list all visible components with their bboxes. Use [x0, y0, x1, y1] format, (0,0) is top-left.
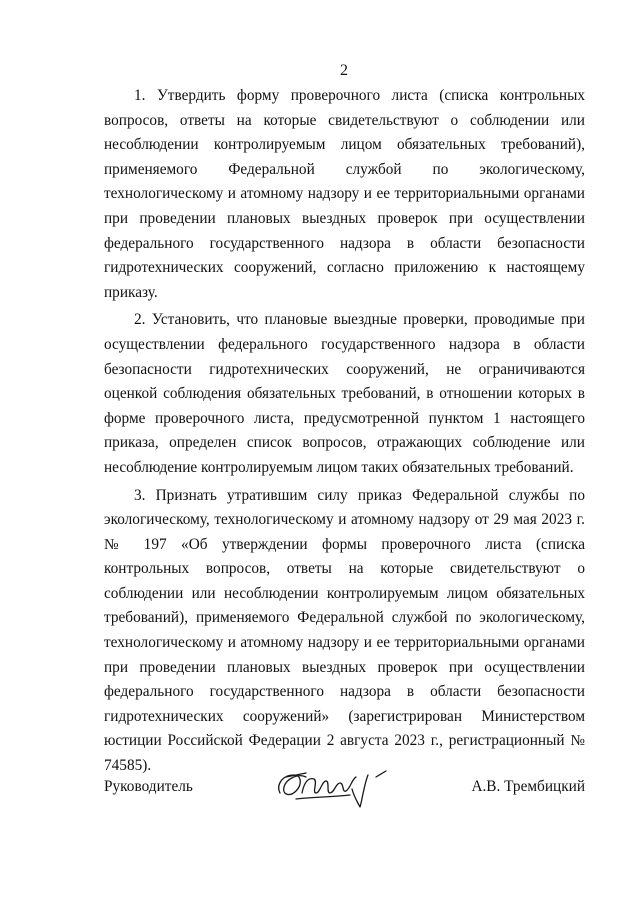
signatory-title: Руководитель [104, 778, 193, 795]
paragraph-2: 2. Установить, что плановые выездные проверки, проводимые при осуществлении федерального государственного надзора в области безопасности гидротехнических сооружений, не ограничиваются оценкой соблюдения обязательных требований, в отношении которых в форме проверочного листа, предусмотренной пунктом 1 настоящего приказа, определен список вопросов, отражающих соблюдение или несоблюдение контролируемым лицом таких обязательных требований. [104, 311, 585, 476]
paragraph-1: 1. Утвердить форму проверочного листа (списка контрольных вопросов, ответы на которые свидетельствуют о соблюдении или несоблюдении контролируемым лицом обязательных требований), применяемого Федеральной службой по экологическому, технологическому и атомному надзору и ее территориальными органами при проведении плановых выездных проверок при осуществлении федерального государственного надзора в области безопасности гидротехнических сооружений, согласно приложению к настоящему приказу. [104, 87, 585, 301]
signatory-name: А.В. Трембицкий [471, 778, 585, 795]
paragraph-3: 3. Признать утратившим силу приказ Федеральной службы по экологическому, технологическому и атомному надзору от 29 мая 2023 г. № 197 «Об утверждении формы проверочного листа (списка контрольных вопросов, ответы на которые свидетельствуют о соблюдении или несоблюдении контролируемым лицом обязательных требований), применяемого Федеральной службой по экологическому, технологическому и атомному надзору и ее территориальными органами при проведении плановых выездных проверок при осуществлении федерального государственного надзора в области безопасности гидротехнических сооружений» (зарегистрирован Министерством юстиции Российской Федерации 2 августа 2023 г., регистрационный № 74585). [104, 486, 585, 775]
handwritten-signature [272, 763, 412, 811]
page-number: 2 [340, 62, 348, 79]
document-body [104, 84, 585, 782]
signature-block [104, 775, 585, 805]
